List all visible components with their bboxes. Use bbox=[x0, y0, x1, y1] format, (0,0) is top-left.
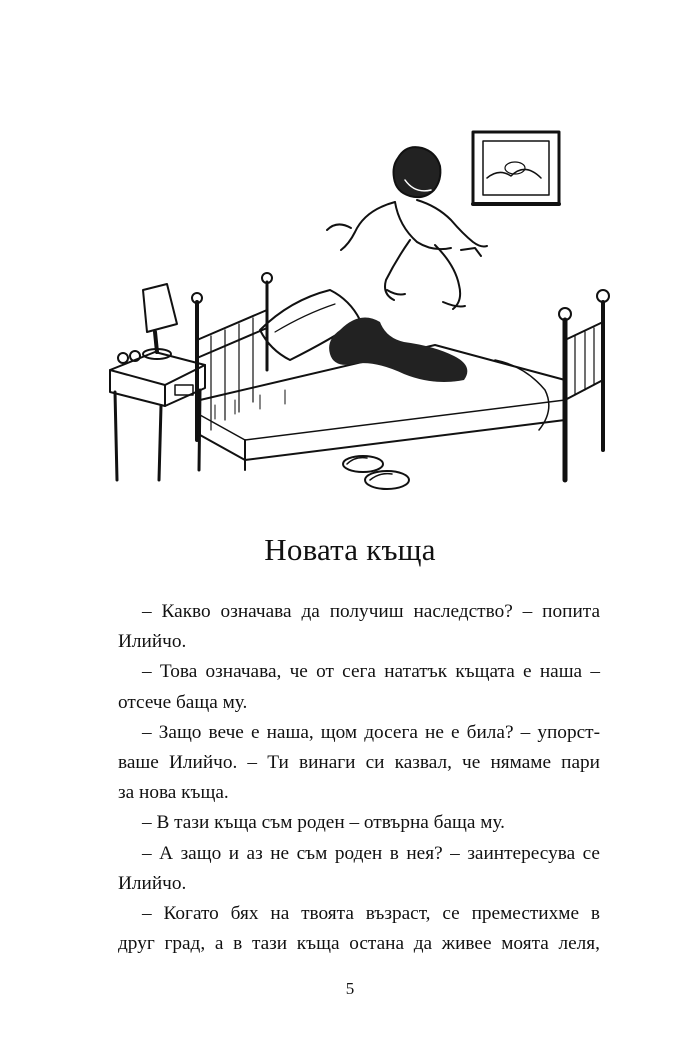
text-line: за нова къща. bbox=[118, 782, 229, 804]
chapter-title: Новата къща bbox=[264, 532, 436, 567]
text-line: – Когато бях на твоята възраст, се преместихме в bbox=[142, 902, 600, 924]
body-text bbox=[118, 597, 600, 959]
text-line: друг град, а в тази къща остана да живее моята леля, bbox=[118, 933, 600, 955]
text-line: отсече баща му. bbox=[118, 691, 248, 713]
text-line: – Какво означава да получиш наследство? – попита bbox=[142, 601, 600, 622]
text-line: Илийчо. bbox=[118, 872, 187, 894]
night-table bbox=[110, 284, 205, 480]
bed bbox=[192, 273, 609, 480]
slippers bbox=[343, 456, 409, 489]
wall-picture-frame bbox=[473, 132, 559, 204]
text-line: ваше Илийчо. – Ти винаги си казвал, че нямаме пари bbox=[118, 751, 600, 773]
text-line: – А защо и аз не съм роден в нея? – заинтересува се bbox=[142, 842, 600, 864]
text-line: Илийчо. bbox=[118, 631, 187, 653]
text-line: – Защо вече е наша, щом досега не е била? – упорст- bbox=[142, 721, 600, 743]
jumping-boy bbox=[327, 147, 487, 309]
bedroom-illustration bbox=[95, 40, 635, 510]
text-line: – В тази къща съм роден – отвърна баща му. bbox=[142, 812, 505, 834]
page-number: 5 bbox=[345, 979, 355, 998]
text-line: – Това означава, че от сега нататък къщата е наша – bbox=[142, 661, 600, 683]
